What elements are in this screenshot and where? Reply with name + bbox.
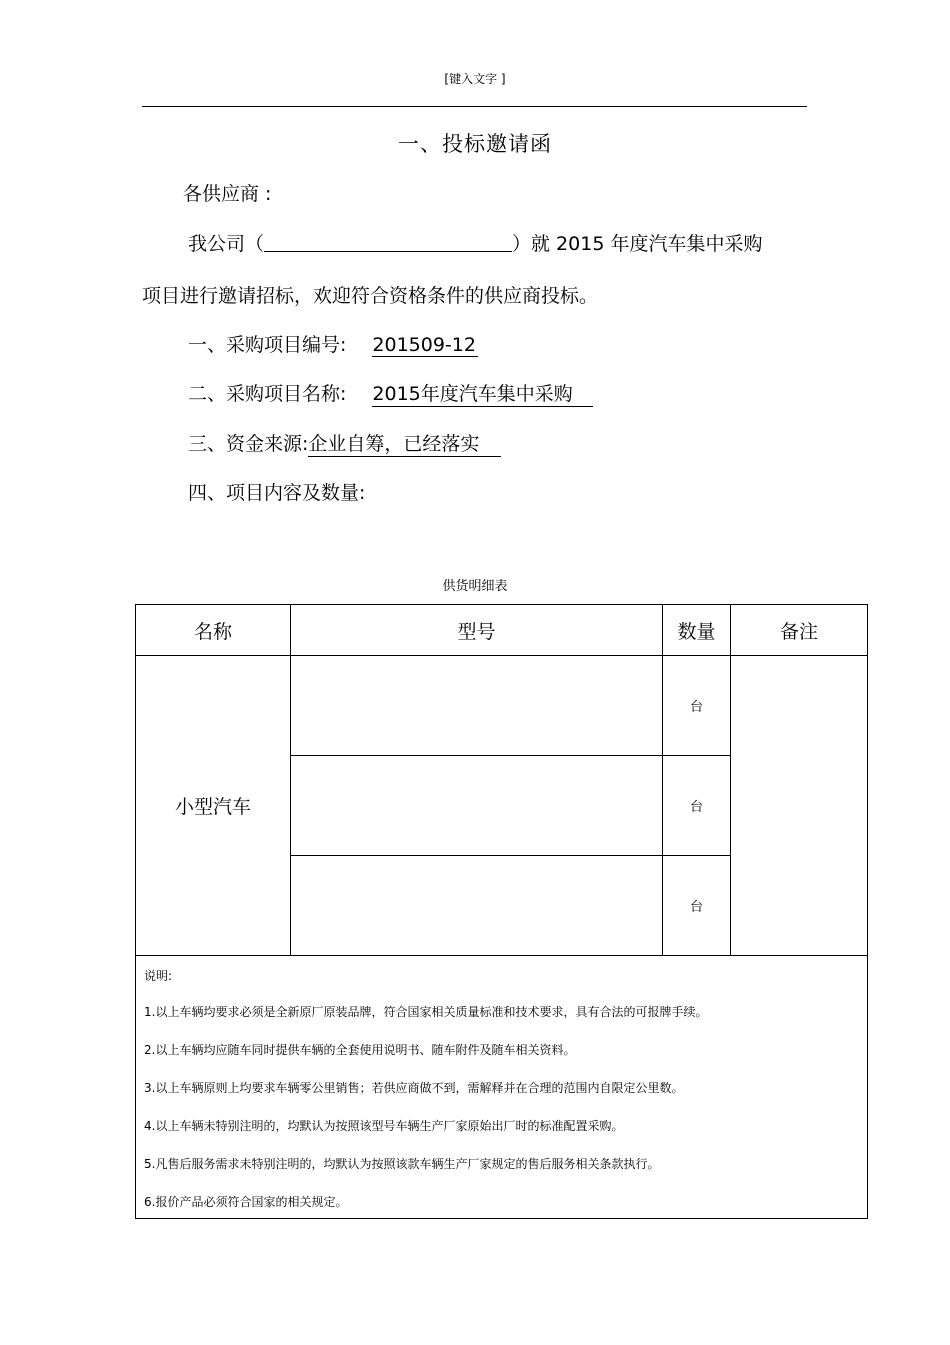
note-item: 6.报价产品必须符合国家的相关规定。 [144,1195,348,1209]
intro-line-1 [188,229,762,256]
item-label: 三、资金来源: [188,433,309,455]
item-value: 201509-12 [372,334,476,356]
intro-prefix: 我公司（ [188,233,265,255]
table-row [136,656,868,756]
note-item: 1.以上车辆均要求必须是全新原厂原装品牌，符合国家相关质量标准和技术要求，具有合法的可报牌手续。 [144,1005,708,1019]
note-item: 5.凡售后服务需求未特别注明的，均默认为按照该款车辆生产厂家规定的售后服务相关条款执行。 [144,1157,660,1171]
item-label: 一、采购项目编号: [188,334,347,356]
header-model: 型号 [291,605,663,656]
item-fund-source [188,429,501,457]
intro-line-2: 项目进行邀请招标，欢迎符合资格条件的供应商投标。 [142,285,599,307]
document-title: 一、投标邀请函 [398,132,552,156]
header-name: 名称 [136,605,291,656]
model-cell [291,856,663,956]
item-project-number [188,330,478,357]
notes-title: 说明: [144,969,173,983]
table-header-row [136,605,868,656]
quantity-unit-cell: 台 [663,756,731,856]
note-item: 3.以上车辆原则上均要求车辆零公里销售；若供应商做不到，需解释并在合理的范围内自限定公里数。 [144,1081,684,1095]
note-item: 2.以上车辆均应随车同时提供车辆的全套使用说明书、随车附件及随车相关资料。 [144,1043,576,1057]
notes-cell [136,956,868,1219]
header-quantity: 数量 [663,605,731,656]
item-project-name [188,379,593,407]
table-caption: 供货明细表 [442,579,508,594]
quantity-unit-cell: 台 [663,656,731,756]
intro-suffix: ）就 2015 年度汽车集中采购 [512,233,763,255]
page-header: [键入文字 ] [444,72,506,86]
header-remarks: 备注 [731,605,868,656]
model-cell [291,756,663,856]
item-value: 2015年度汽车集中采购 [372,379,592,407]
item-label: 二、采购项目名称: [188,383,347,405]
header-rule [142,106,807,107]
supply-detail-table [135,604,868,1219]
company-blank [264,233,512,252]
notes-row [136,956,868,1219]
remarks-cell [731,656,868,956]
item-content-quantity: 四、项目内容及数量: [188,482,366,504]
greeting: 各供应商 : [183,183,272,205]
product-name-cell: 小型汽车 [136,656,291,956]
quantity-unit-cell: 台 [663,856,731,956]
item-value: 企业自筹，已经落实 [308,429,501,457]
note-item: 4.以上车辆未特别注明的，均默认为按照该型号车辆生产厂家原始出厂时的标准配置采购。 [144,1119,624,1133]
model-cell [291,656,663,756]
